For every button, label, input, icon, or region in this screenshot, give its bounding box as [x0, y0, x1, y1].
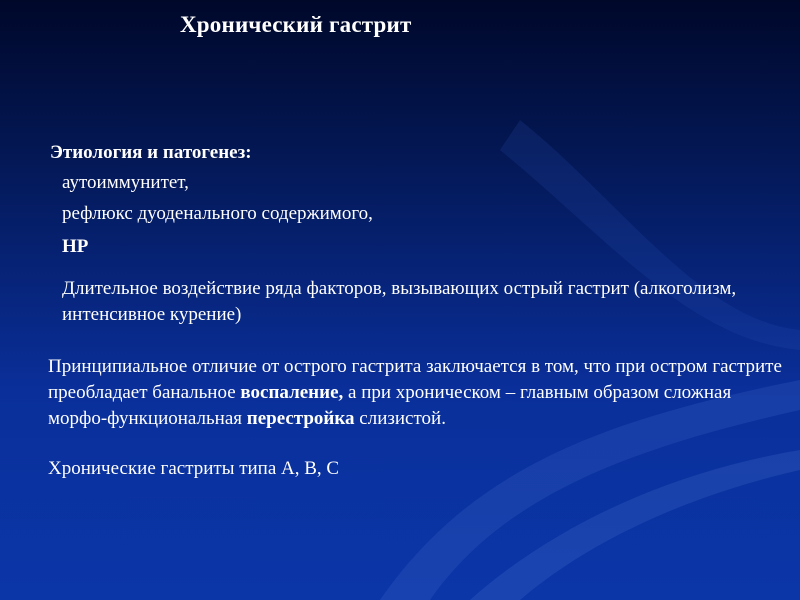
list-item: Длительное воздействие ряда факторов, вызывающих острый гастрит (алкоголизм, интенсивное курение) — [62, 278, 737, 325]
slide-title: Хронический гастрит — [180, 12, 412, 37]
paragraph-bold-term: перестройка — [246, 408, 355, 429]
gastritis-types-line: Хронические гастриты типа А, В, С — [48, 458, 340, 479]
paragraph-text: Принципиальное отличие от острого гастрита заключается в том, что при остром гастрите преобладает банальное — [48, 356, 782, 403]
paragraph-text: а при хроническом – главным образом сложная морфо-функциональная — [48, 382, 732, 429]
paragraph-text: слизистой. — [354, 408, 446, 429]
section-heading: Этиология и патогенез: — [50, 142, 252, 163]
main-paragraph — [48, 354, 788, 432]
list-item: аутоиммунитет, — [62, 172, 189, 193]
paragraph-bold-term: воспаление, — [240, 382, 344, 403]
list-item: рефлюкс дуоденального содержимого, — [62, 203, 373, 224]
list-item: HP — [62, 236, 89, 257]
